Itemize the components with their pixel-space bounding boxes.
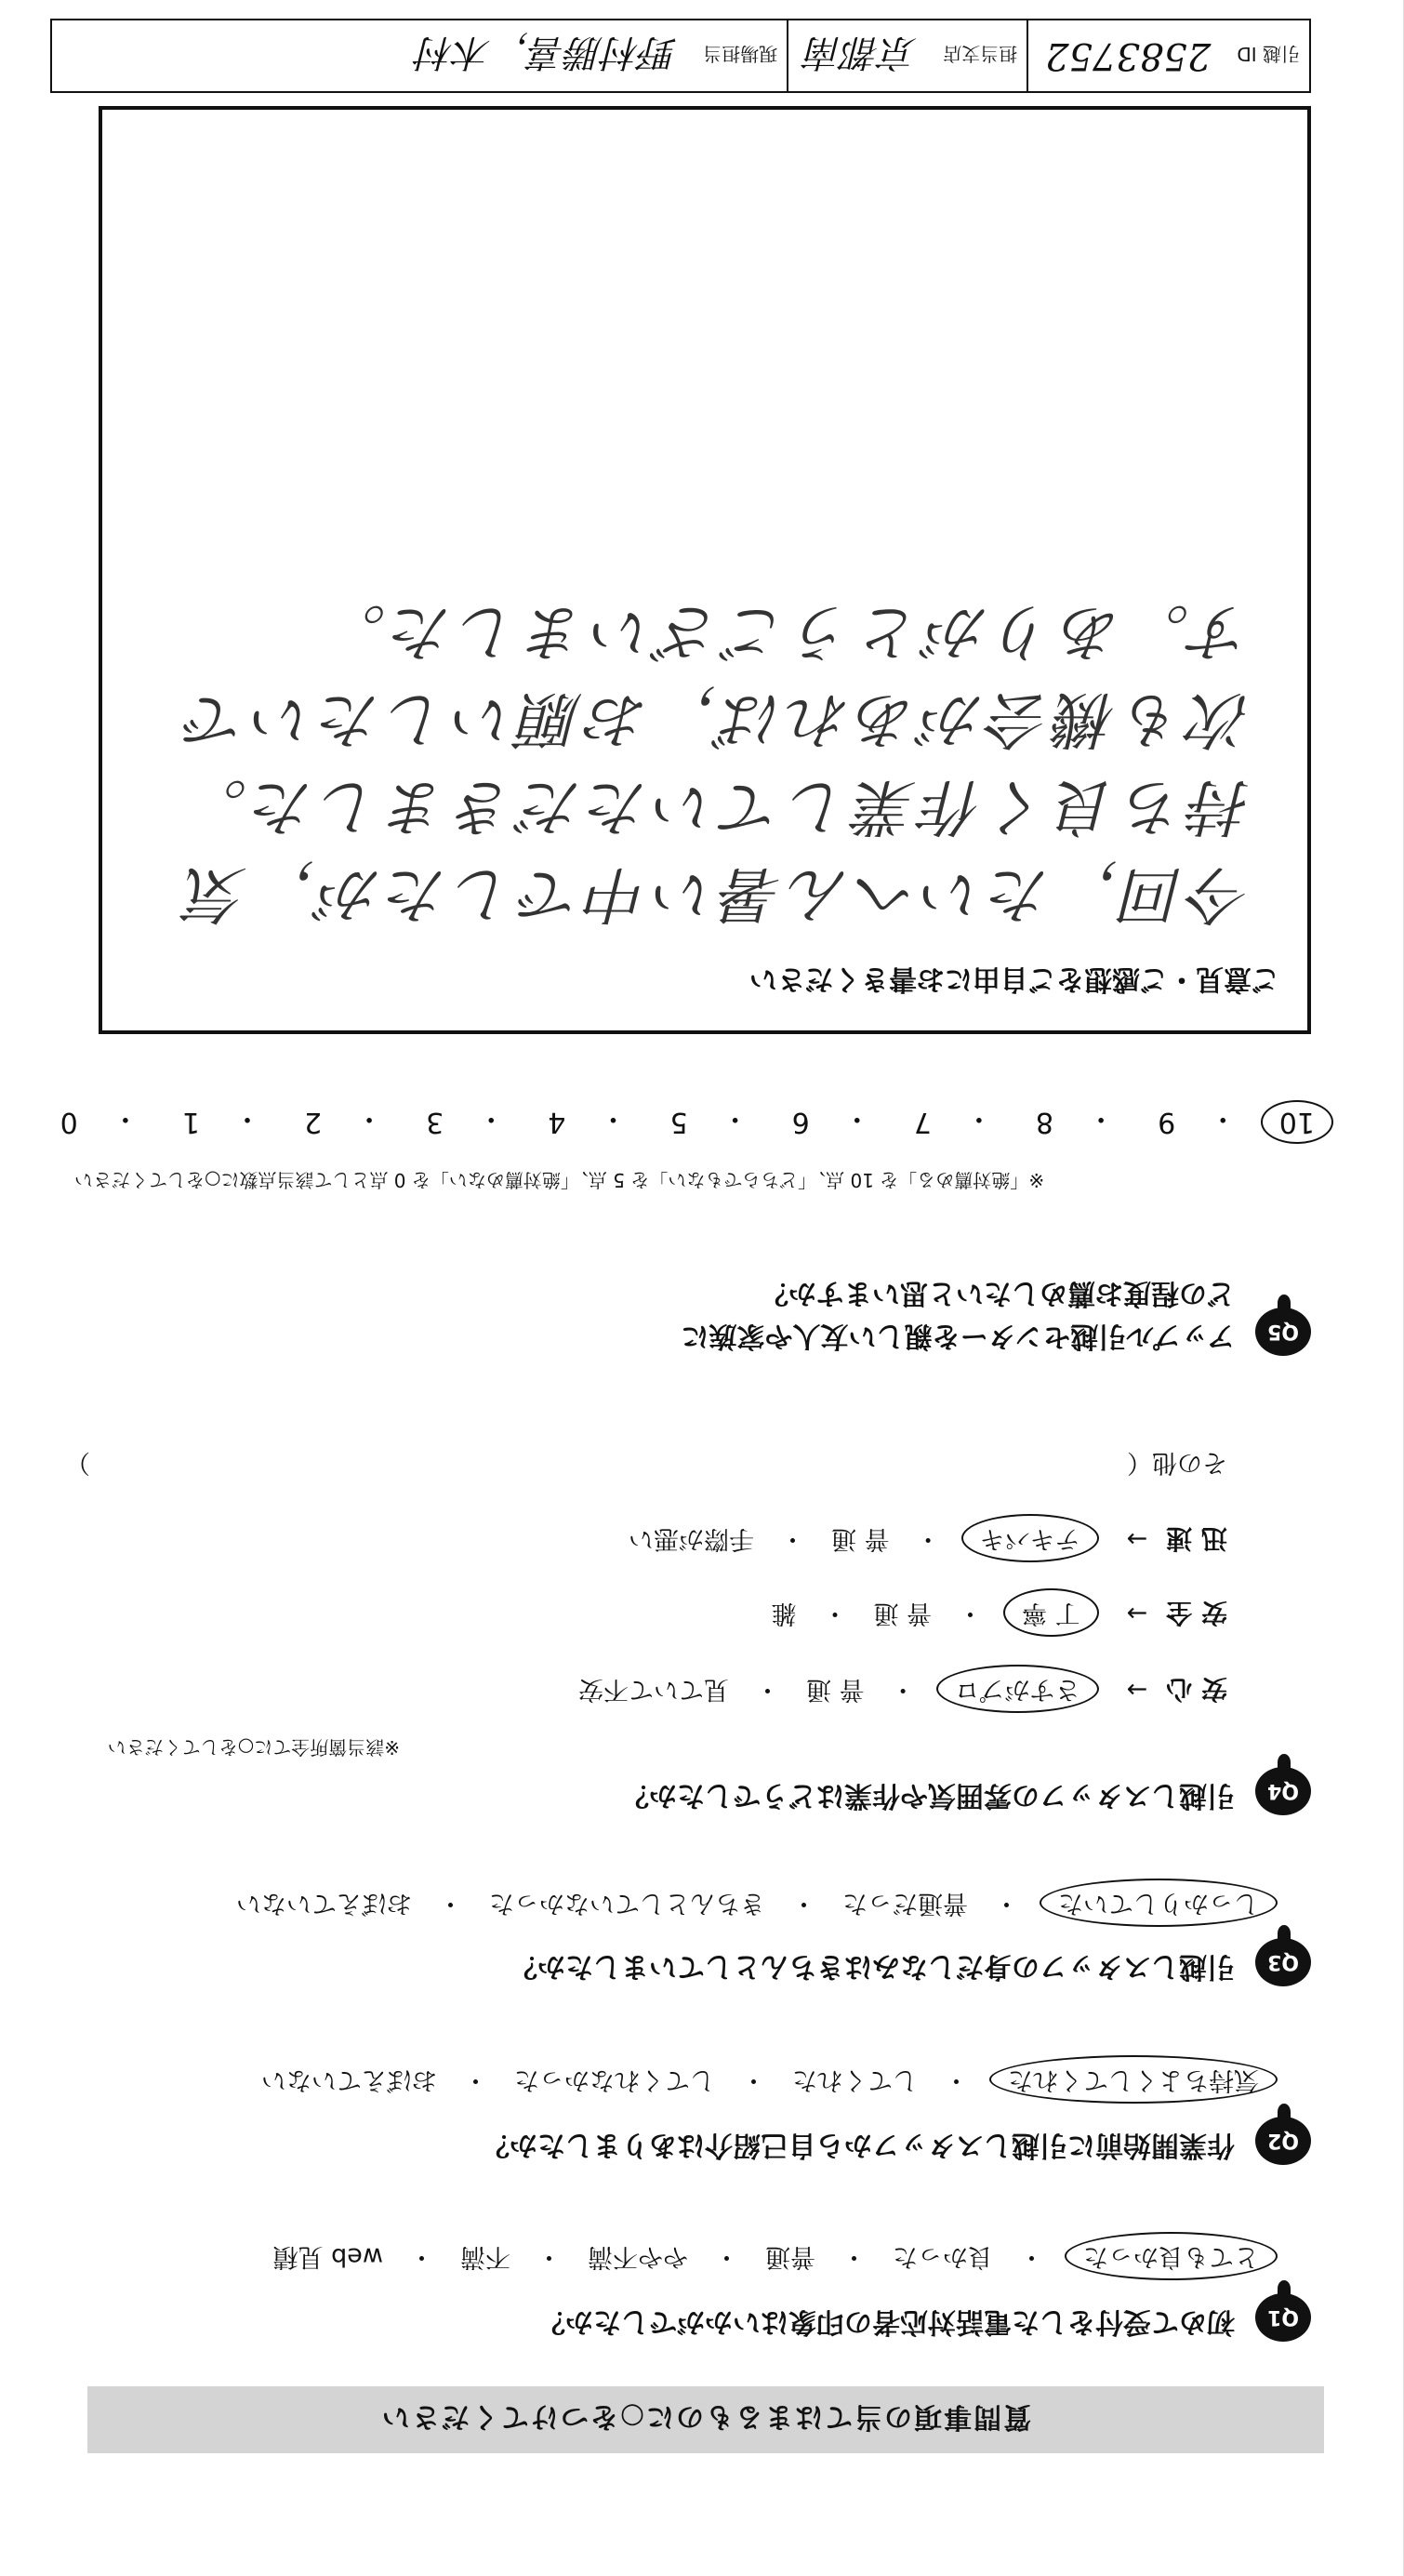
footer-branch-cell xyxy=(787,20,1027,91)
q4-other-label: その他（ xyxy=(1127,1448,1227,1477)
q2-text: 作業開始前に引越しスタッフから自己紹介はありましたか？ xyxy=(482,2129,1235,2161)
q3-option-not-neat[interactable]: きちんとしていなかった xyxy=(489,1889,765,1918)
q5-score-7[interactable]: 7 xyxy=(913,1106,932,1138)
q4-row-safety: 安 全 → 丁 寧 ・ 普 通 ・ 雑 xyxy=(765,1588,1227,1637)
q5-score-5[interactable]: 5 xyxy=(669,1106,688,1138)
q4-row-label: 安 心 xyxy=(1166,1674,1227,1705)
q1-option-somewhat-dissatisfied[interactable]: やや不満 xyxy=(588,2242,688,2271)
q4-note: ※該当箇所全てに○をしてください xyxy=(107,1736,400,1759)
q5-text-line1: アップル引越センターを親しい友人や家族に xyxy=(681,1320,1235,1352)
q1-option-good[interactable]: 良かった xyxy=(893,2242,993,2271)
q1-option-dissatisfied[interactable]: 不満 xyxy=(460,2242,510,2271)
comment-title: ご意見・ご感想をご自由にお書きください xyxy=(749,963,1279,995)
q2-option-yes[interactable]: してくれた xyxy=(792,2065,918,2094)
q2-badge: Q2 xyxy=(1255,2117,1311,2165)
q5-score-2[interactable]: 2 xyxy=(304,1106,323,1138)
q1-option-normal[interactable]: 普通 xyxy=(765,2242,815,2271)
q1-option-very-good[interactable]: とても良かった xyxy=(1065,2232,1278,2280)
q5-score-0[interactable]: 0 xyxy=(60,1106,78,1138)
q4-row-label: 迅 速 xyxy=(1166,1523,1227,1554)
q4-row-speed: 迅 速 → テキパキ ・ 普 通 ・ 手際が悪い xyxy=(623,1514,1227,1562)
q4-option-efficient[interactable]: テキパキ xyxy=(961,1514,1099,1562)
q5-score-8[interactable]: 8 xyxy=(1035,1106,1054,1138)
q3-text: 引越しスタッフの身だしなみはきちんとしていましたか？ xyxy=(510,1950,1235,1983)
q4-text: 引越しスタッフの雰囲気や作業はどうでしたか？ xyxy=(621,1779,1235,1812)
q4-row-reassurance: 安 心 → さすがプロ ・ 普 通 ・ 見ていて不安 xyxy=(573,1665,1227,1713)
q1-badge: Q1 xyxy=(1255,2293,1311,2342)
footer-branch-value: 京都南 xyxy=(805,31,918,74)
q3-badge: Q3 xyxy=(1255,1938,1311,1986)
q3-option-normal[interactable]: 普通だった xyxy=(842,1889,968,1918)
q1-options: とても良かった ・ 良かった ・ 普通 ・ やや不満 ・ 不満 ・ web 見積 xyxy=(268,2232,1278,2280)
footer-id-value: 2583752 xyxy=(1045,34,1212,77)
q2-option-dont-remember[interactable]: おぼえていない xyxy=(261,2065,437,2094)
arrow-right-icon: → xyxy=(1126,1524,1148,1553)
q5-score-4[interactable]: 4 xyxy=(548,1106,566,1138)
footer-id-label: 引越 ID xyxy=(1237,43,1300,66)
q2-options: 気持ちよくしてくれた ・ してくれた ・ してくれなかった ・ おぼえていない xyxy=(256,2055,1278,2104)
q4-option-clumsy[interactable]: 手際が悪い xyxy=(629,1524,755,1553)
q3-option-neat[interactable]: しっかりしていた xyxy=(1040,1879,1278,1927)
q1-option-web-estimate[interactable]: web 見積 xyxy=(272,2242,383,2271)
q4-option-professional[interactable]: さすがプロ xyxy=(936,1665,1099,1713)
q5-score-10[interactable]: 10 xyxy=(1261,1100,1333,1144)
instructions-header: 質問事項の当てはまるものに○をつけてください xyxy=(87,2386,1324,2453)
arrow-right-icon: → xyxy=(1126,1675,1148,1704)
q5-text-line2: どの程度お薦めしたいと思いますか？ xyxy=(761,1277,1235,1309)
q3-option-dont-remember[interactable]: おぼえていない xyxy=(236,1889,412,1918)
footer-staff-label: 現場担当 xyxy=(703,43,778,66)
q4-badge: Q4 xyxy=(1255,1767,1311,1815)
footer-branch-label: 担当支店 xyxy=(943,43,1018,66)
q5-scale: 10 ・ 9 ・ 8 ・ 7 ・ 6 ・ 5 ・ 4 ・ 3 ・ 2 ・ 1 ・ 0 xyxy=(41,1100,1333,1144)
comment-handwriting: 今回，たいへん暑い中でしたが，気持ち良く作業していただきました。次も機会があれば，お願いしたいです。ありがとうございました。 xyxy=(180,596,1252,930)
q5-score-6[interactable]: 6 xyxy=(791,1106,810,1138)
q5-score-3[interactable]: 3 xyxy=(426,1106,444,1138)
staff-info-table xyxy=(50,19,1311,93)
q4-option-normal[interactable]: 普 通 xyxy=(831,1524,890,1553)
q2-option-pleasant[interactable]: 気持ちよくしてくれた xyxy=(989,2055,1278,2104)
q4-other-close: ） xyxy=(65,1448,90,1477)
q4-option-careful[interactable]: 丁 寧 xyxy=(1003,1588,1099,1637)
q4-option-normal[interactable]: 普 通 xyxy=(873,1599,933,1627)
footer-id-cell xyxy=(1027,20,1309,91)
q5-score-1[interactable]: 1 xyxy=(181,1106,200,1138)
q5-score-9[interactable]: 9 xyxy=(1158,1106,1176,1138)
footer-staff-value: 野村勝喜，木村 xyxy=(417,31,678,74)
footer-staff-cell xyxy=(52,20,787,91)
arrow-right-icon: → xyxy=(1126,1599,1148,1627)
q3-options: しっかりしていた ・ 普通だった ・ きちんとしていなかった ・ おぼえていない xyxy=(231,1879,1278,1927)
q4-other-row xyxy=(65,1443,1227,1481)
q2-option-no[interactable]: してくれなかった xyxy=(514,2065,715,2094)
q5-badge: Q5 xyxy=(1255,1308,1311,1356)
q1-text: 初めて受付をした電話対応者の印象はいかがでしたか？ xyxy=(537,2305,1235,2338)
q5-note: ※「絶対薦める」を 10 点、「どちらでもない」を 5 点、「絶対薦めない」を 0 点として該当点数に○をしてください xyxy=(74,1169,1045,1191)
comment-box[interactable] xyxy=(99,106,1311,1034)
q4-row-label: 安 全 xyxy=(1166,1598,1227,1628)
q4-option-normal[interactable]: 普 通 xyxy=(806,1675,865,1704)
q4-option-rough[interactable]: 雑 xyxy=(771,1599,797,1627)
q4-option-uneasy[interactable]: 見ていて不安 xyxy=(578,1675,730,1704)
